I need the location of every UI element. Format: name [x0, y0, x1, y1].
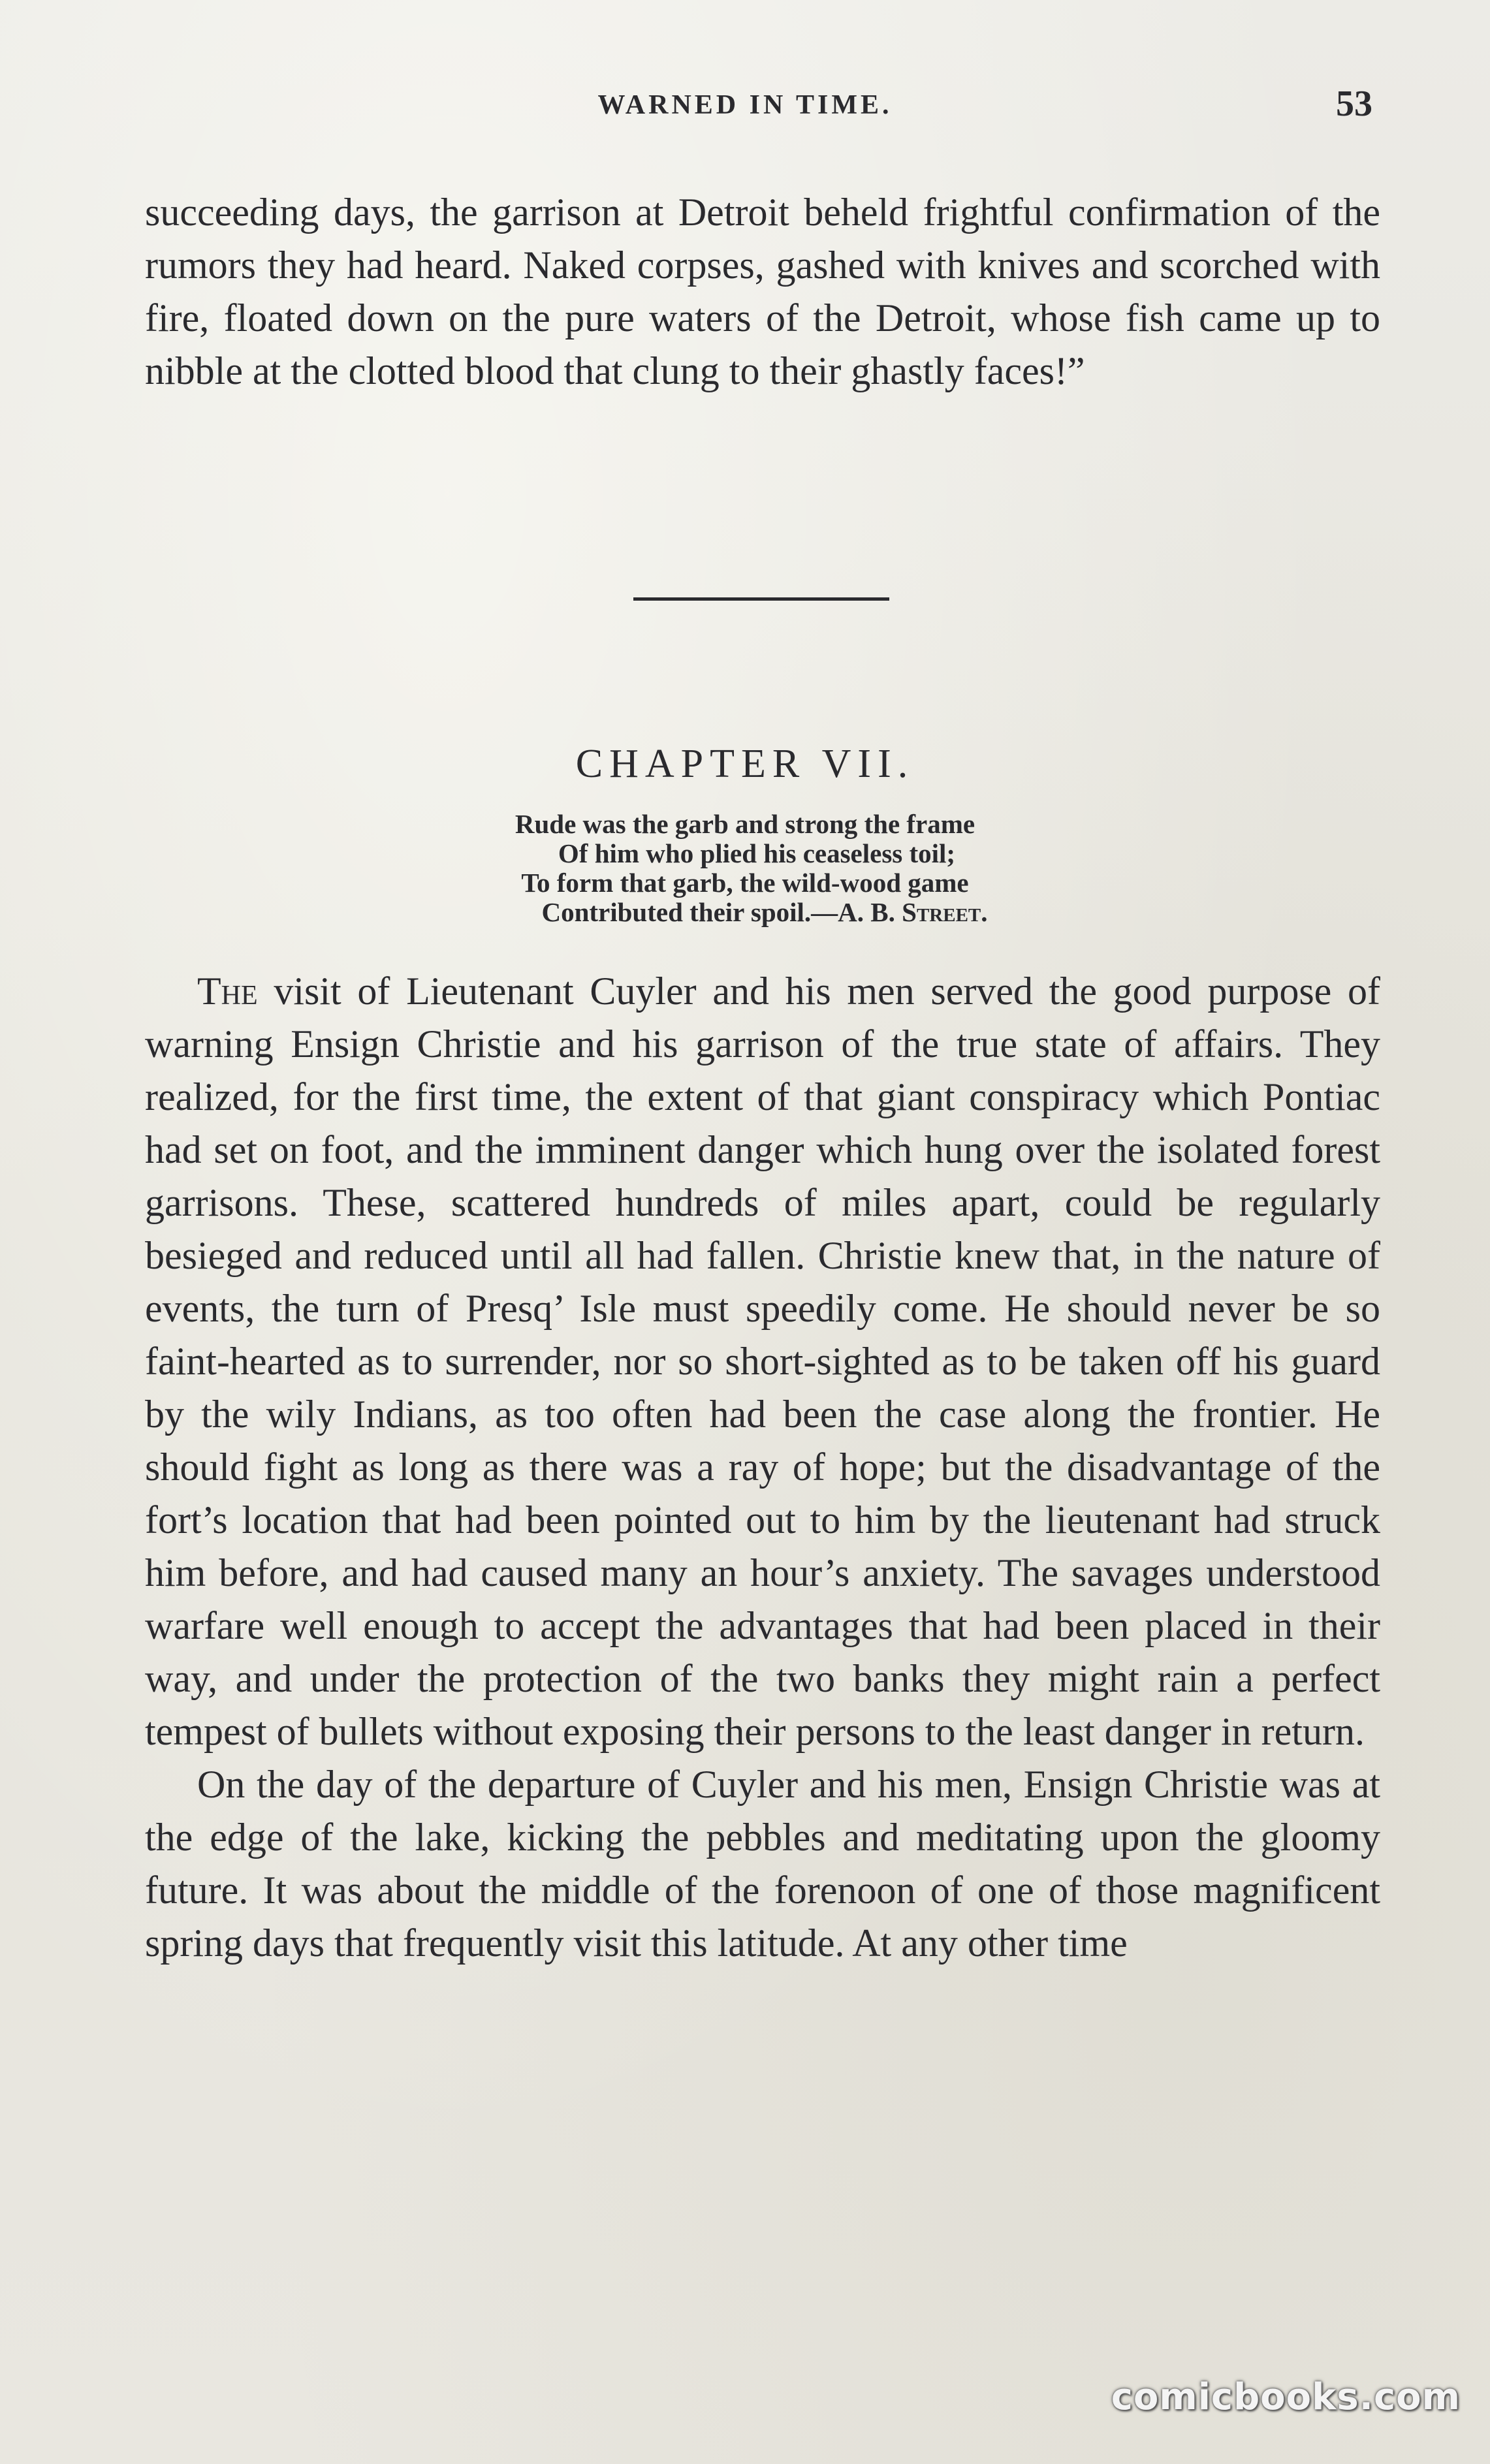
paragraph-2: On the day of the departure of Cuyler and his men, Ensign Christie was at the edge of the lake, kicking the pebbles and meditating upon the gloomy future. It was about the middle of the forenoon of one of those magnificent spring days that frequently visit this latitude. At any other time [145, 1763, 1380, 1965]
page-number: 53 [1336, 84, 1372, 124]
chapter-title: CHAPTER VII. [575, 742, 915, 786]
lead-word: The [197, 970, 258, 1013]
chapter-epigraph [0, 810, 1490, 927]
epigraph-line-3: To form that garb, the wild-wood game [521, 868, 969, 898]
watermark-logo: comicbooks.com [1111, 2376, 1461, 2418]
epigraph-author: Street. [902, 897, 988, 927]
continued-paragraph [145, 186, 1380, 398]
epigraph-line-4 [0, 898, 1490, 927]
chapter-body [145, 965, 1380, 1970]
running-head [0, 82, 1490, 134]
epigraph-line-1: Rude was the garb and strong the frame [515, 809, 975, 839]
epigraph-attribution: Contributed their spoil.—A. B. [541, 897, 902, 927]
section-divider [633, 597, 889, 601]
epigraph-line-2: Of him who plied his ceaseless toil; [558, 838, 956, 868]
running-title: WARNED IN TIME. [597, 90, 893, 120]
paragraph-continued: succeeding days, the garrison at Detroit beheld frightful confirmation of the rumors they had heard. Naked corpses, gashed with knives and scorched with fire, floated down on the pure waters of the Detroit, whose fish came up to nibble at the clotted blood that clung to their ghastly faces!” [145, 191, 1380, 392]
paragraph-1 [145, 965, 1380, 1758]
paragraph-1-text: visit of Lieutenant Cuyler and his men served the good purpose of warning Ensign Christie and his garrison of the true state of affairs. They realized, for the first time, the extent of that giant conspiracy which Pontiac had set on foot, and the imminent danger which hung over the isolated forest garrisons. These, scattered hundreds of miles apart, could be regularly besieged and reduced until all had fallen. Christie knew that, in the nature of events, the turn of Presq’ Isle must speedily come. He should never be so faint-hearted as to surrender, nor so short-sighted as to be taken off his guard by the wily Indians, as too often had been the case along the frontier. He should fight as long as there was a ray of hope; but the disadvantage of the fort’s location that had been pointed out to him by the lieutenant had struck him before, and had caused many an hour’s anxiety. The savages understood warfare well enough to accept the advantages that had been placed in their way, and under the protection of the two banks they might rain a perfect tempest of bullets without exposing their persons to the least danger in return. [145, 970, 1380, 1753]
